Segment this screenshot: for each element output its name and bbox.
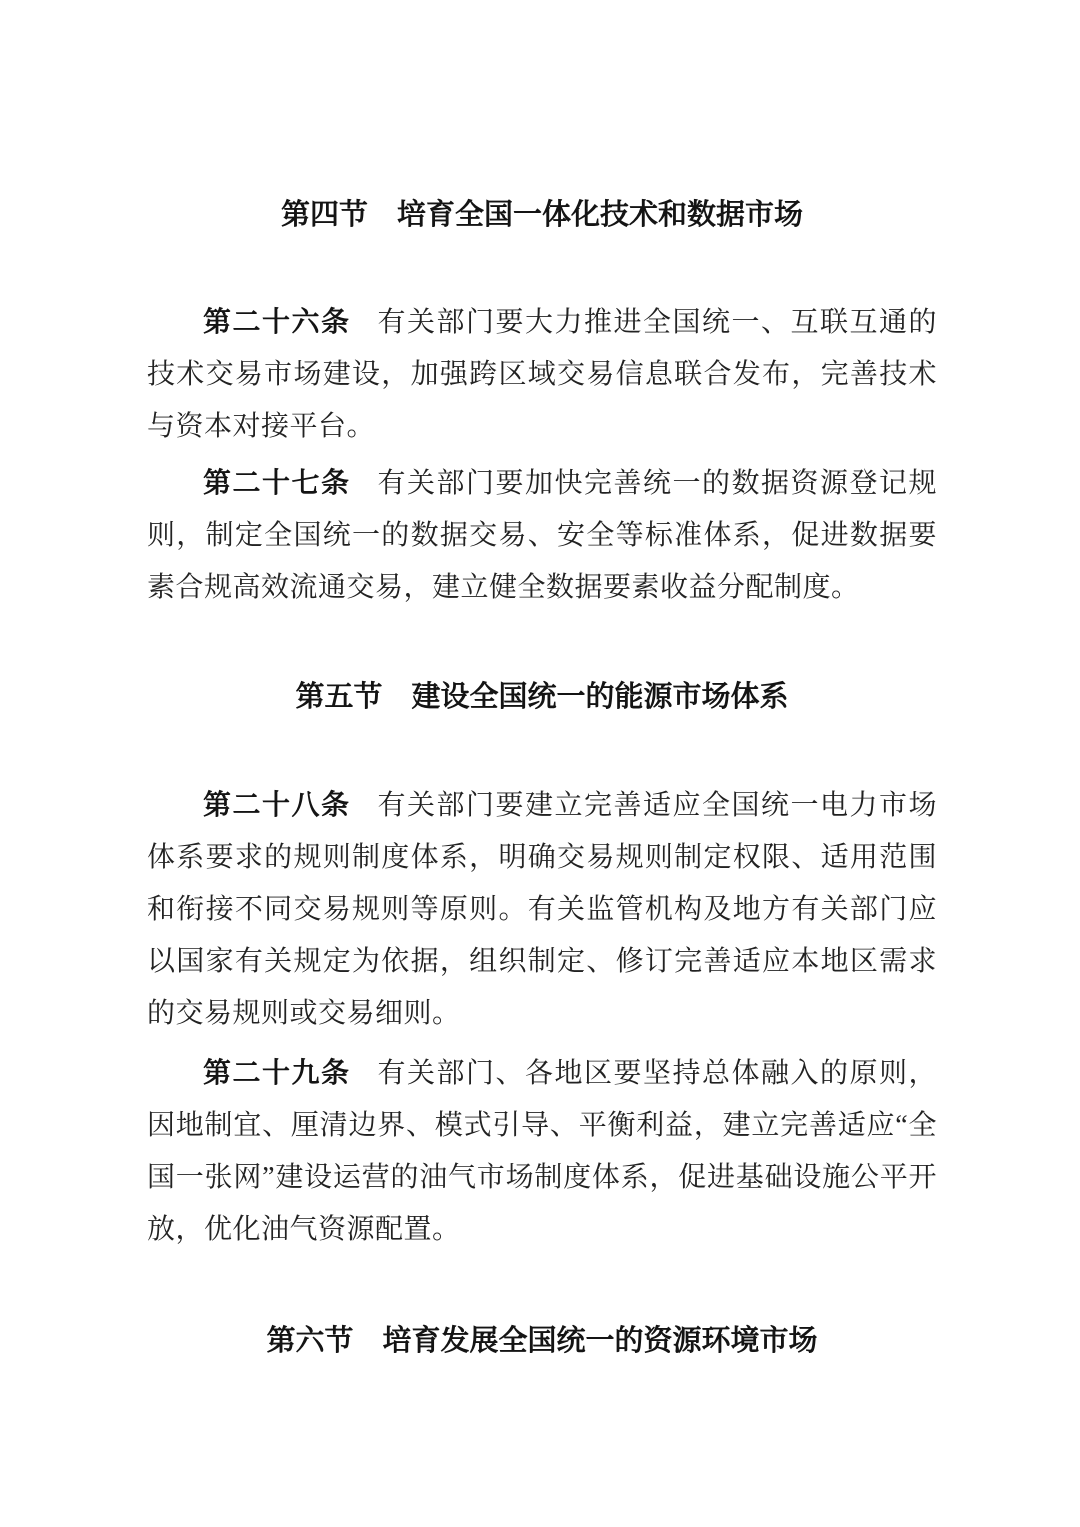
article-29-paragraph — [147, 1047, 937, 1256]
article-28-number: 第二十八条 — [203, 789, 351, 820]
section-6-heading: 第六节 培育发展全国统一的资源环境市场 — [266, 1325, 818, 1357]
article-26-number: 第二十六条 — [203, 306, 351, 337]
article-28-paragraph — [147, 779, 937, 1040]
article-29-body: 有关部门、各地区要坚持总体融入的原则，因地制宜、厘清边界、模式引导、平衡利益，建立完善适应“全国一张网”建设运营的油气市场制度体系，促进基础设施公平开放，优化油气资源配置。 — [147, 1058, 937, 1245]
section-5-heading: 第五节 建设全国统一的能源市场体系 — [295, 681, 789, 713]
article-26-body: 有关部门要大力推进全国统一、互联互通的技术交易市场建设，加强跨区域交易信息联合发布，完善技术与资本对接平台。 — [147, 307, 937, 442]
article-27-paragraph — [147, 457, 937, 614]
section-4-heading: 第四节 培育全国一体化技术和数据市场 — [280, 199, 803, 231]
article-26-paragraph — [147, 296, 937, 453]
document-page — [147, 0, 937, 1367]
article-29-number: 第二十九条 — [203, 1057, 351, 1088]
article-27-body: 有关部门要加快完善统一的数据资源登记规则，制定全国统一的数据交易、安全等标准体系，促进数据要素合规高效流通交易，建立健全数据要素收益分配制度。 — [147, 468, 937, 603]
article-27-number: 第二十七条 — [203, 467, 351, 498]
article-28-body: 有关部门要建立完善适应全国统一电力市场体系要求的规则制度体系，明确交易规则制定权限、适用范围和衔接不同交易规则等原则。有关监管机构及地方有关部门应以国家有关规定为依据，组织制定、修订完善适应本地区需求的交易规则或交易细则。 — [147, 790, 937, 1029]
